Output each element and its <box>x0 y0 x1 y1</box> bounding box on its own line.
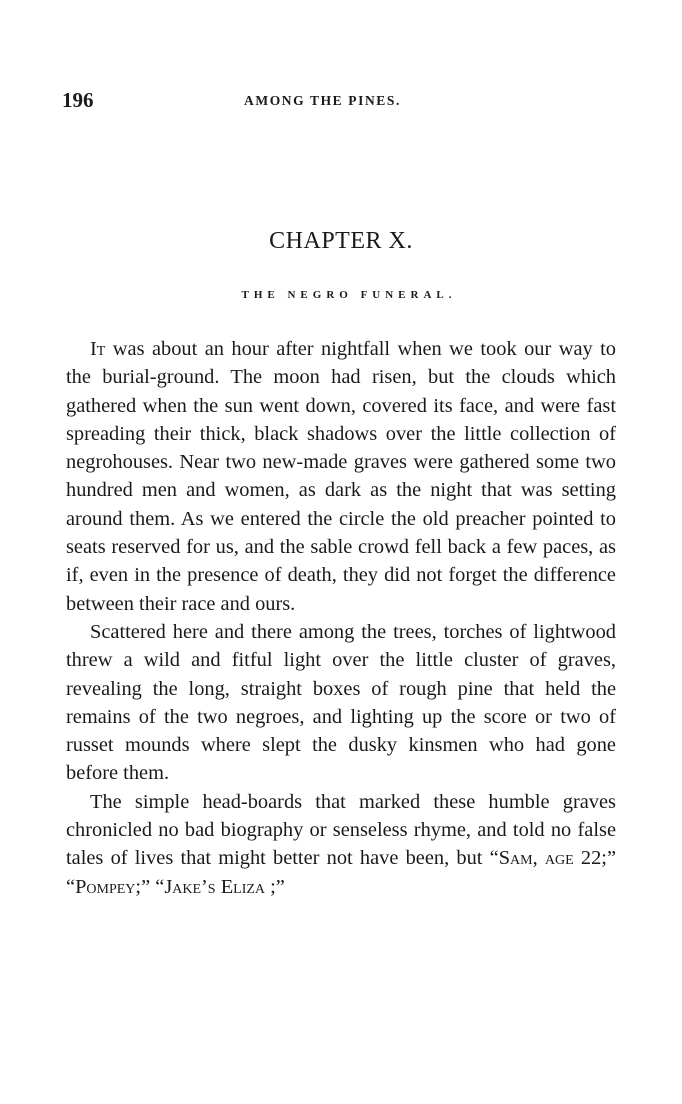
inscription-sam: Sam, age <box>498 847 574 870</box>
paragraph-1 <box>66 335 616 618</box>
chapter-title: CHAPTER X. <box>269 228 413 254</box>
inscription-quote-open: “ <box>66 875 76 898</box>
inscription-quote-open: “ <box>489 847 499 870</box>
paragraph-2 <box>66 618 616 788</box>
inscription-jakes-eliza: Jake’s Eliza <box>164 875 266 898</box>
paragraph-3 <box>66 788 616 901</box>
inscription-quote-open: “ <box>155 875 165 898</box>
inscription-sam-age: 22;” <box>573 847 616 870</box>
inscription-pompey: Pompey <box>75 875 136 898</box>
inscription-quote-close: ;” <box>265 875 285 898</box>
running-head <box>62 88 622 112</box>
paragraph-lead-word: It <box>90 338 106 360</box>
page-number: 196 <box>62 88 94 112</box>
chapter-subtitle: THE NEGRO FUNERAL. <box>241 289 457 301</box>
running-title: AMONG THE PINES. <box>244 93 401 108</box>
paragraph-1-text: was about an hour after nightfall when we took our way to the burial-ground. The moon had risen, but the clouds which gathered when the sun went down, covered its face, and were fast spreading their thick, black shadows over the little collection of negrohouses. Near two new-made graves were gathered some two hundred men and women, as dark as the night that was setting around them. As we entered the circle the old preacher pointed to seats reserved for us, and the sable crowd fell back a few paces, as if, even in the presence of death, they did not forget the difference between their race and ours. <box>66 338 616 615</box>
paragraph-2-text: Scattered here and there among the trees, torches of lightwood threw a wild and fitful light over the little cluster of graves, revealing the long, straight boxes of rough pine that held the remains of the two negroes, and lighting up the score or two of russet mounds where slept the dusky kinsmen who had gone before them. <box>66 620 616 785</box>
inscription-quote-close: ;” <box>135 875 156 898</box>
body-text <box>66 335 616 901</box>
paragraph-3-text: The simple head-boards that marked these humble graves chronicled no bad biography or senseless rhyme, and told no false tales of lives that might better not have been, but <box>66 790 616 870</box>
